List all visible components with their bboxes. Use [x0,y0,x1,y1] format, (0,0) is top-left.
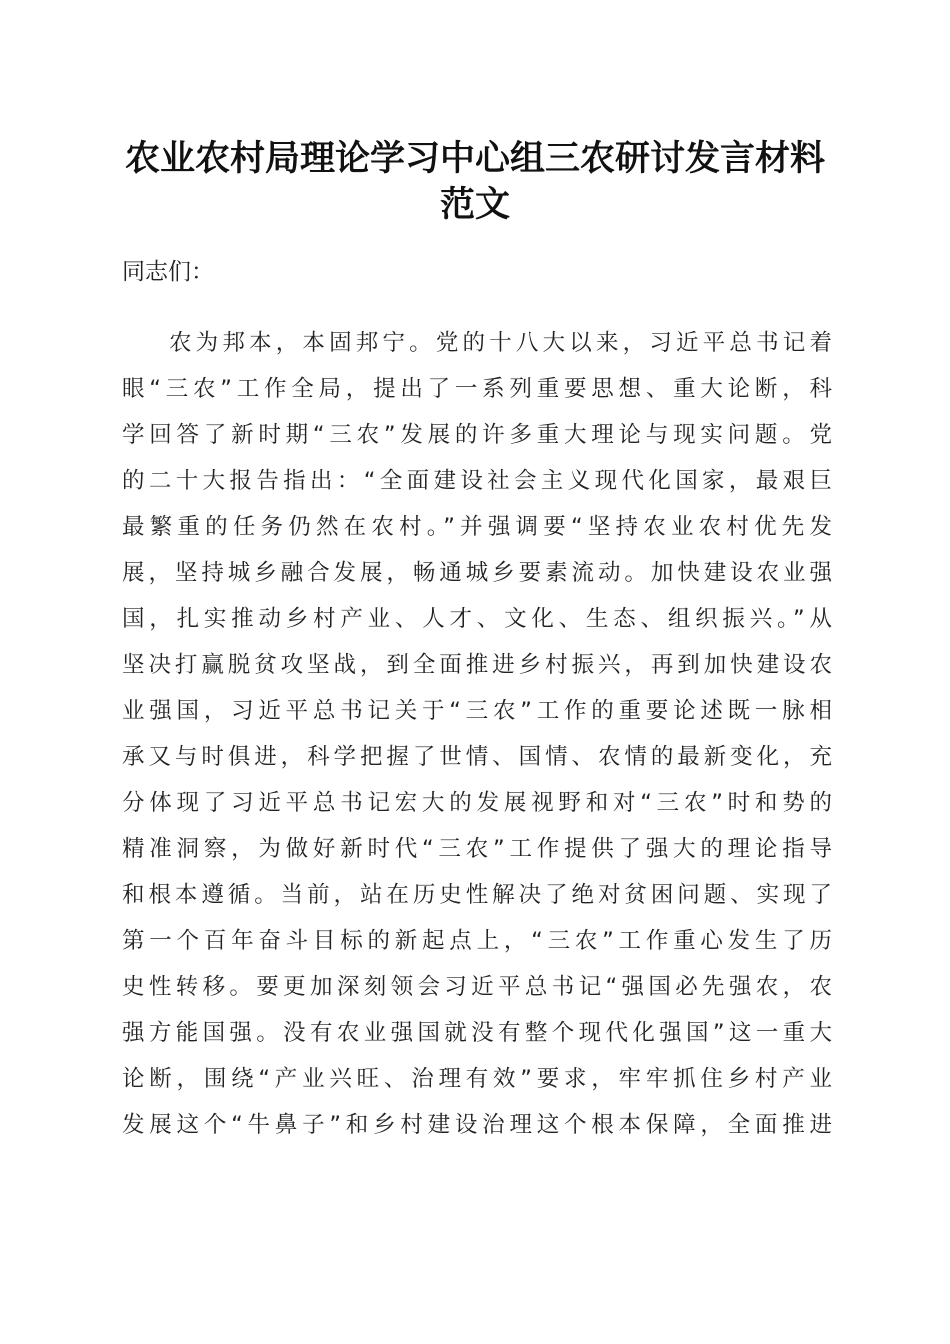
greeting: 同志们： [122,259,214,285]
body-line: 坚决打赢脱贫攻坚战，到全面推进乡村振兴，再到加快建设农 [122,652,832,678]
body-paragraph [122,324,832,1152]
body-line: 学回答了新时期“三农”发展的许多重大理论与现实问题。党 [122,422,832,448]
body-line: 史性转移。要更加深刻领会习近平总书记“强国必先强农，农 [122,974,832,1000]
body-line: 发展这个“牛鼻子”和乡村建设治理这个根本保障，全面推进 [122,1112,832,1138]
body-line: 承又与时俱进，科学把握了世情、国情、农情的最新变化，充 [122,744,832,770]
body-line: 强方能国强。没有农业强国就没有整个现代化强国”这一重大 [122,1020,832,1046]
body-line: 的二十大报告指出：“全面建设社会主义现代化国家，最艰巨 [122,468,832,494]
body-line: 展，坚持城乡融合发展，畅通城乡要素流动。加快建设农业强 [122,560,832,586]
body-line: 第一个百年奋斗目标的新起点上，“三农”工作重心发生了历 [122,928,832,954]
body-line: 和根本遵循。当前，站在历史性解决了绝对贫困问题、实现了 [122,882,832,908]
body-line: 论断，围绕“产业兴旺、治理有效”要求，牢牢抓住乡村产业 [122,1066,832,1092]
document-title-line-2: 范文 [439,184,510,225]
body-line: 眼“三农”工作全局，提出了一系列重要思想、重大论断，科 [122,376,832,402]
body-line: 最繁重的任务仍然在农村。”并强调要“坚持农业农村优先发 [122,514,832,540]
body-line: 国，扎实推动乡村产业、人才、文化、生态、组织振兴。”从 [122,606,832,632]
body-line: 农为邦本，本固邦宁。党的十八大以来，习近平总书记着 [169,330,832,356]
body-line: 精准洞察，为做好新时代“三农”工作提供了强大的理论指导 [122,836,832,862]
body-line: 业强国，习近平总书记关于“三农”工作的重要论述既一脉相 [122,698,832,724]
body-line: 分体现了习近平总书记宏大的发展视野和对“三农”时和势的 [122,790,832,816]
document-title-line-1: 农业农村局理论学习中心组三农研讨发言材料 [124,138,825,179]
